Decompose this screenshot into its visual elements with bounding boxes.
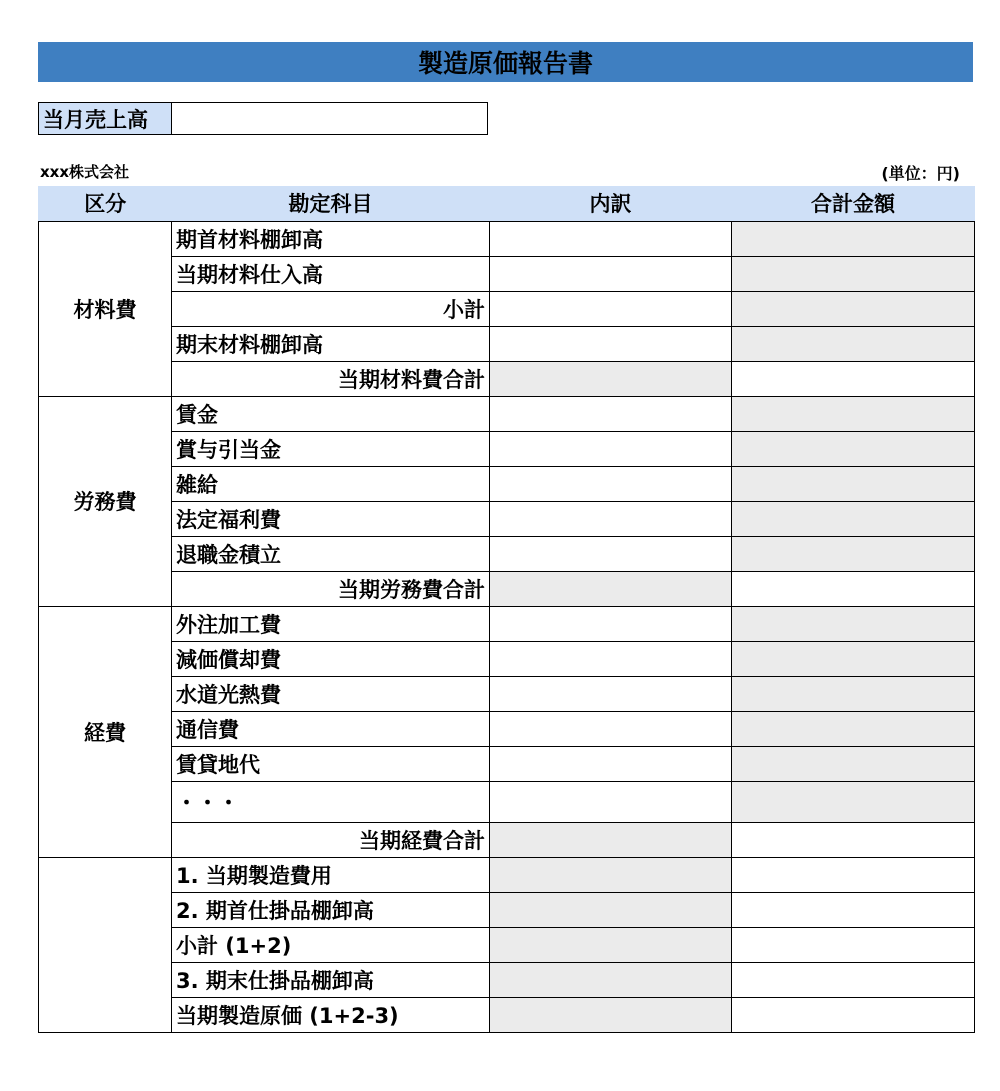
account-cell: 2. 期首仕掛品棚卸高: [172, 892, 490, 927]
header-category: 区分: [39, 186, 172, 221]
total-cell[interactable]: [732, 997, 975, 1032]
breakdown-cell[interactable]: [490, 536, 732, 571]
table-row: [39, 221, 975, 256]
table-row: [39, 606, 975, 641]
total-cell[interactable]: [732, 536, 975, 571]
total-cell[interactable]: [732, 466, 975, 501]
breakdown-cell[interactable]: [490, 326, 732, 361]
total-cell[interactable]: [732, 641, 975, 676]
subtotal-label: 小計: [172, 291, 490, 326]
account-cell: 期首材料棚卸高: [172, 221, 490, 256]
table-row: [39, 571, 975, 606]
sales-value-cell[interactable]: [172, 103, 487, 134]
labor-total-label: 当期労務費合計: [172, 571, 490, 606]
table-row: [39, 997, 975, 1032]
table-row: [39, 361, 975, 396]
account-cell: 賞与引当金: [172, 431, 490, 466]
table-row: [39, 857, 975, 892]
table-row: [39, 962, 975, 997]
company-name: xxx株式会社: [40, 163, 130, 181]
report-title: 製造原価報告書: [38, 42, 973, 82]
breakdown-cell[interactable]: [490, 927, 732, 962]
account-cell: 賃貸地代: [172, 746, 490, 781]
account-cell: 外注加工費: [172, 606, 490, 641]
table-row: [39, 822, 975, 857]
total-cell[interactable]: [732, 361, 975, 396]
breakdown-cell[interactable]: [490, 997, 732, 1032]
total-cell[interactable]: [732, 962, 975, 997]
table-row: [39, 396, 975, 431]
category-material: 材料費: [39, 221, 172, 396]
account-cell: 退職金積立: [172, 536, 490, 571]
header-total: 合計金額: [732, 186, 975, 221]
total-cell[interactable]: [732, 501, 975, 536]
table-row: [39, 536, 975, 571]
table-row: [39, 676, 975, 711]
table-row: [39, 431, 975, 466]
breakdown-cell[interactable]: [490, 396, 732, 431]
total-cell[interactable]: [732, 892, 975, 927]
breakdown-cell[interactable]: [490, 711, 732, 746]
cost-report-table: [38, 186, 975, 1033]
total-cell[interactable]: [732, 606, 975, 641]
table-row: [39, 781, 975, 822]
category-labor: 労務費: [39, 396, 172, 606]
account-cell: 小計 (1+2): [172, 927, 490, 962]
breakdown-cell[interactable]: [490, 501, 732, 536]
account-cell: 賃金: [172, 396, 490, 431]
account-cell: 3. 期末仕掛品棚卸高: [172, 962, 490, 997]
table-row: [39, 326, 975, 361]
table-row: [39, 927, 975, 962]
header-row: [39, 186, 975, 221]
account-cell: 雑給: [172, 466, 490, 501]
total-cell[interactable]: [732, 857, 975, 892]
breakdown-cell[interactable]: [490, 822, 732, 857]
account-cell: 法定福利費: [172, 501, 490, 536]
breakdown-cell[interactable]: [490, 676, 732, 711]
account-cell-ellipsis: ・・・: [172, 781, 490, 822]
sales-label: 当月売上高: [39, 103, 172, 134]
breakdown-cell[interactable]: [490, 221, 732, 256]
breakdown-cell[interactable]: [490, 571, 732, 606]
account-cell: 水道光熱費: [172, 676, 490, 711]
total-cell[interactable]: [732, 711, 975, 746]
account-cell: 当期製造原価 (1+2-3): [172, 997, 490, 1032]
material-total-label: 当期材料費合計: [172, 361, 490, 396]
breakdown-cell[interactable]: [490, 641, 732, 676]
sales-field: [38, 102, 488, 135]
total-cell[interactable]: [732, 291, 975, 326]
breakdown-cell[interactable]: [490, 857, 732, 892]
account-cell: 1. 当期製造費用: [172, 857, 490, 892]
breakdown-cell[interactable]: [490, 892, 732, 927]
total-cell[interactable]: [732, 927, 975, 962]
total-cell[interactable]: [732, 221, 975, 256]
breakdown-cell[interactable]: [490, 746, 732, 781]
total-cell[interactable]: [732, 822, 975, 857]
table-row: [39, 711, 975, 746]
account-cell: 通信費: [172, 711, 490, 746]
table-row: [39, 291, 975, 326]
account-cell: 期末材料棚卸高: [172, 326, 490, 361]
account-cell: 当期材料仕入高: [172, 256, 490, 291]
table-row: [39, 892, 975, 927]
header-account: 勘定科目: [172, 186, 490, 221]
expenses-total-label: 当期経費合計: [172, 822, 490, 857]
breakdown-cell[interactable]: [490, 781, 732, 822]
table-row: [39, 466, 975, 501]
breakdown-cell[interactable]: [490, 431, 732, 466]
table-row: [39, 746, 975, 781]
breakdown-cell[interactable]: [490, 256, 732, 291]
breakdown-cell[interactable]: [490, 361, 732, 396]
total-cell[interactable]: [732, 746, 975, 781]
total-cell[interactable]: [732, 676, 975, 711]
breakdown-cell[interactable]: [490, 291, 732, 326]
table-row: [39, 256, 975, 291]
unit-label: (単位：円): [881, 164, 960, 183]
breakdown-cell[interactable]: [490, 606, 732, 641]
total-cell[interactable]: [732, 571, 975, 606]
total-cell[interactable]: [732, 326, 975, 361]
category-expenses: 経費: [39, 606, 172, 857]
total-cell[interactable]: [732, 256, 975, 291]
table-row: [39, 501, 975, 536]
account-cell: 減価償却費: [172, 641, 490, 676]
header-breakdown: 内訳: [490, 186, 732, 221]
total-cell[interactable]: [732, 781, 975, 822]
total-cell[interactable]: [732, 431, 975, 466]
total-cell[interactable]: [732, 396, 975, 431]
category-summary: [39, 857, 172, 1032]
breakdown-cell[interactable]: [490, 962, 732, 997]
breakdown-cell[interactable]: [490, 466, 732, 501]
table-row: [39, 641, 975, 676]
